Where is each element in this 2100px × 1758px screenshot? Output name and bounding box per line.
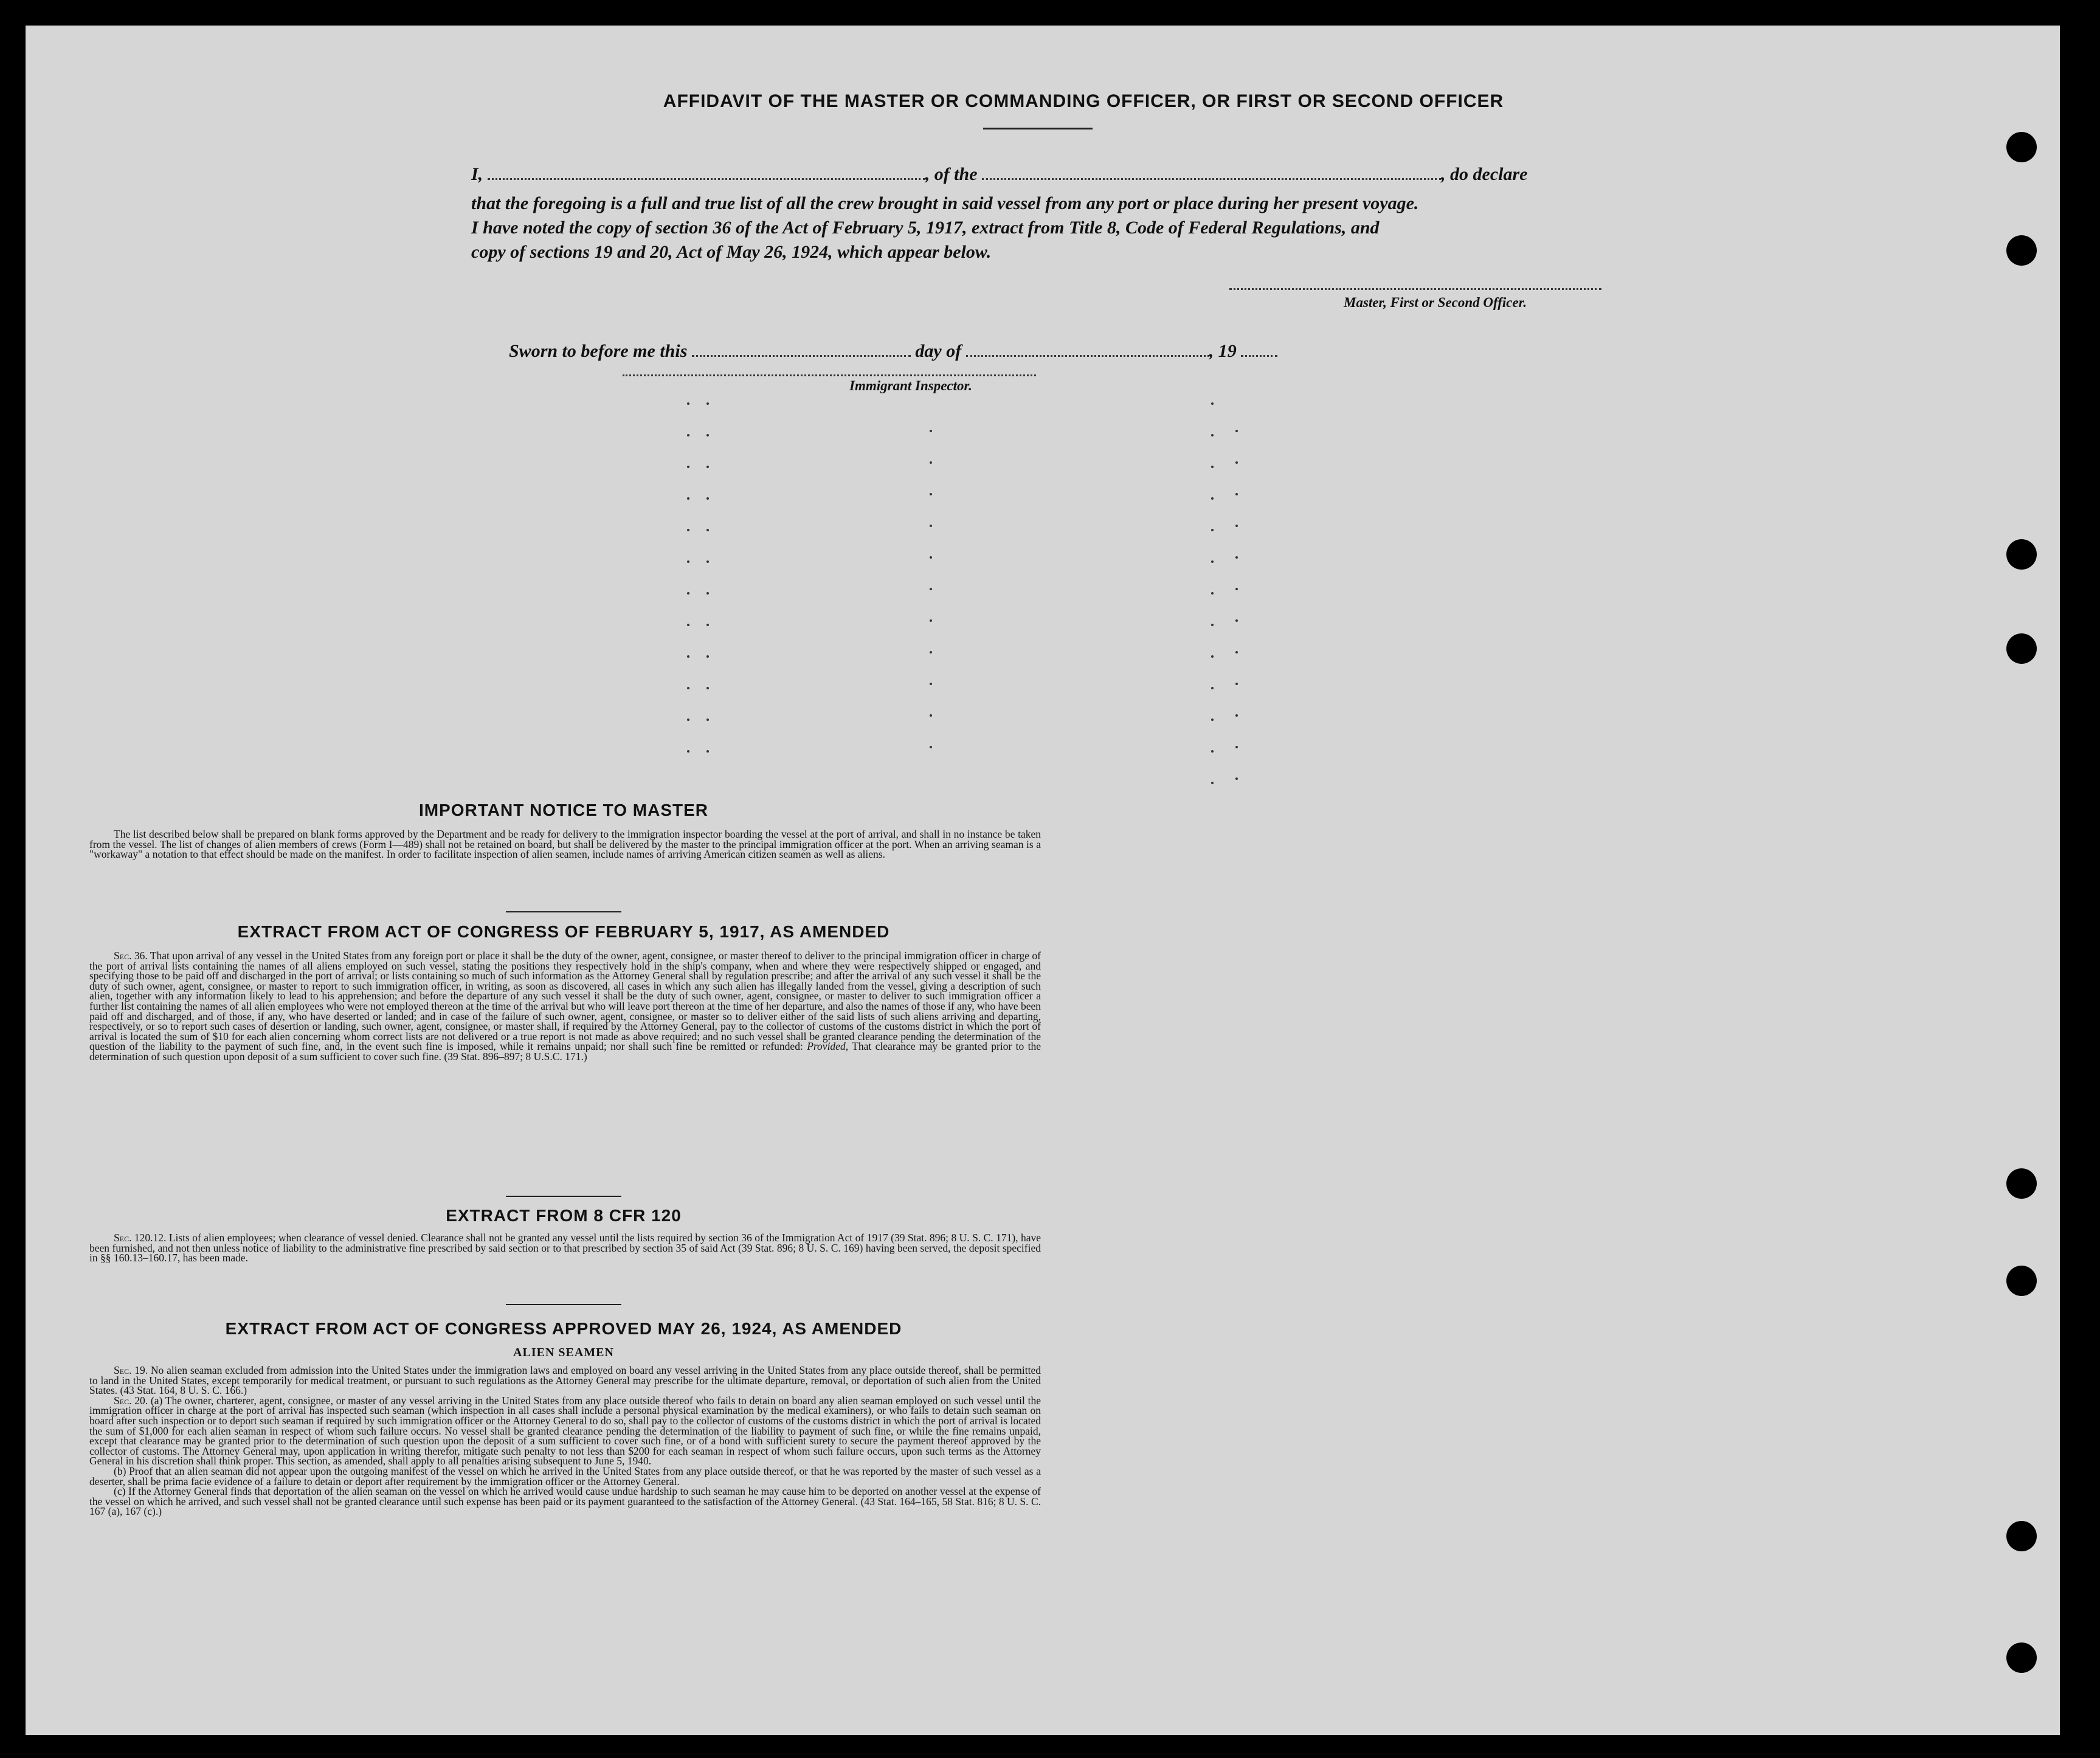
sec-36-label: Sec. 36.: [114, 950, 148, 962]
sec-120-label: Sec. 120.12.: [114, 1232, 167, 1244]
dot-mark: [706, 687, 709, 689]
dot-mark: [1211, 750, 1214, 753]
dot-mark: [1211, 402, 1214, 405]
dot-mark: [930, 556, 932, 559]
sec-120-paragraph: [89, 1233, 1041, 1263]
sworn-prefix: Sworn to before me this: [509, 341, 688, 361]
dot-mark: [706, 402, 709, 405]
provided-word: Provided,: [807, 1040, 849, 1053]
dot-mark: [706, 655, 709, 658]
extract-cfr-body: [89, 1233, 1041, 1263]
dot-mark: [1235, 430, 1238, 432]
extract-1924-body: [89, 1365, 1041, 1517]
binder-hole: [2006, 539, 2037, 570]
sec-20-label: Sec. 20.: [114, 1394, 148, 1407]
sworn-year-field[interactable]: [1241, 340, 1277, 357]
sec-36-paragraph: [89, 951, 1041, 1062]
affidavit-i: I,: [471, 164, 483, 184]
sec-20a-text: (a) The owner, charterer, agent, consignee, or master of any vessel arriving in the United States from any place outside thereof who fails to detain on board any alien seaman employed on such vessel until the immigration officer in charge at the port of arrival has inspected such seaman (which inspection in all cases shall include a personal physical examination by the medical examiners), or who fails to detain such seaman on board after such inspection or to deport such seaman if required by such immigration officer or the Attorney General to do so, shall pay to the collector of customs of the customs district in which the port of arrival is located the sum of $1,000 for each alien seaman in respect of whom such failure occurs. No vessel shall be granted clearance pending the determination of the liability to payment of such fine, or while the fine remains unpaid, except that clearance may be granted prior to the determination of such question upon the deposit of a sum sufficient to cover such fine, or of a bond with sufficient surety to secure the payment thereof approved by the collector of customs. The Attorney General may, upon application in writing therefor, mitigate such penalty to not less than $200 for each seaman in respect of whom such failure occurs, upon such terms as the Attorney General in his discretion shall think proper. This section, as amended, shall apply to all penalties arising subsequent to June 5, 1940.: [89, 1394, 1041, 1467]
dot-mark: [1211, 466, 1214, 468]
affidavit-line-4: copy of sections 19 and 20, Act of May 26, 1924, which appear below.: [471, 242, 992, 262]
dot-mark: [930, 430, 932, 432]
dot-mark: [1235, 525, 1238, 527]
dot-mark: [706, 719, 709, 721]
dot-mark: [1211, 560, 1214, 563]
dot-mark: [687, 592, 689, 595]
dot-mark: [687, 624, 689, 626]
dot-mark: [1211, 719, 1214, 721]
dot-mark: [687, 466, 689, 468]
alien-seamen-subtitle: ALIEN SEAMEN: [513, 1346, 614, 1359]
dot-mark: [687, 655, 689, 658]
dot-mark: [1235, 588, 1238, 590]
title-underline: [983, 128, 1093, 129]
dot-mark: [1235, 746, 1238, 748]
binder-hole: [2006, 1521, 2037, 1551]
sec-19-text: No alien seaman excluded from admission into the United States under the immigration laws and employed on board any vessel arriving in the United States from any place outside thereof, shall be permitted to land in the United States, except temporarily for medical treatment, or pursuant to such regulations as the Attorney General may prescribe for the ultimate departure, removal, or deportation of such alien from the United States. (43 Stat. 164, 8 U. S. C. 166.): [89, 1364, 1041, 1397]
binder-hole: [2006, 1643, 2037, 1673]
dot-mark: [930, 461, 932, 464]
dot-mark: [1235, 461, 1238, 464]
dot-mark: [706, 560, 709, 563]
sec-19-label: Sec. 19.: [114, 1364, 148, 1376]
dot-mark: [1211, 434, 1214, 436]
extract-1917-body: [89, 951, 1041, 1062]
vessel-name-field[interactable]: [982, 164, 1441, 180]
notice-body: [89, 829, 1041, 860]
dot-mark: [930, 619, 932, 622]
dot-mark: [1211, 529, 1214, 531]
dot-mark: [706, 434, 709, 436]
dot-mark: [687, 497, 689, 500]
affidavit-line-3: I have noted the copy of section 36 of the Act of February 5, 1917, extract from Title 8, Code of Federal Regulations, and: [471, 218, 1380, 238]
dot-mark: [1211, 655, 1214, 658]
extract-cfr-title: EXTRACT FROM 8 CFR 120: [446, 1206, 682, 1225]
binder-hole: [2006, 1168, 2037, 1199]
sec-20c-paragraph: (c) If the Attorney General finds that deportation of the alien seaman on the vessel on which he arrived would cause undue hardship to such seaman he may cause him to be deported on another vessel at the expense of the vessel on which he arrived, and such vessel shall not be granted clearance until such expense has been paid or its payment guaranteed to the satisfaction of the Attorney General. (43 Stat. 164–165, 58 Stat. 816; 8 U. S. C. 167 (a), 167 (c).): [89, 1485, 1041, 1518]
dot-mark: [706, 592, 709, 595]
affidavit-do-declare: , do declare: [1441, 164, 1528, 184]
affidavit-title: AFFIDAVIT OF THE MASTER OR COMMANDING OFFICER, OR FIRST OR SECOND OFFICER: [663, 91, 1504, 111]
dot-mark: [930, 525, 932, 527]
dot-mark: [687, 687, 689, 689]
dot-mark: [1235, 777, 1238, 780]
master-caption: Master, First or Second Officer.: [1344, 295, 1527, 310]
binder-hole: [2006, 235, 2037, 266]
sec-36-text-end: That clearance may be granted prior to the determination of such question upon deposit of a sum sufficient to cover such fine. (39 Stat. 896–897; 8 U.S.C. 171.): [89, 1040, 1041, 1063]
dot-mark: [706, 750, 709, 753]
dot-mark: [706, 466, 709, 468]
dot-mark: [687, 434, 689, 436]
dot-mark: [1235, 683, 1238, 685]
dot-mark: [1211, 624, 1214, 626]
inspector-signature-line[interactable]: [623, 374, 1036, 376]
dot-mark: [687, 560, 689, 563]
affidavit-text: [471, 157, 1626, 264]
dot-mark: [1235, 651, 1238, 653]
sworn-line: [509, 340, 1277, 362]
dot-mark: [930, 651, 932, 653]
sworn-day-of: day of: [915, 341, 962, 361]
dot-mark: [706, 529, 709, 531]
dot-mark: [687, 529, 689, 531]
binder-hole: [2006, 633, 2037, 664]
dot-mark: [930, 746, 932, 748]
master-signature-line[interactable]: [1229, 288, 1601, 290]
sec-19-paragraph: [89, 1365, 1041, 1396]
dot-mark: [930, 588, 932, 590]
section-divider: [506, 1196, 621, 1197]
sec-20a-paragraph: [89, 1396, 1041, 1466]
affidavit-line-1: [471, 157, 1626, 192]
dot-mark: [930, 493, 932, 495]
dot-mark: [687, 402, 689, 405]
dot-mark: [687, 719, 689, 721]
affidavit-line-2: that the foregoing is a full and true list of all the crew brought in said vessel from any port or place during her present voyage.: [471, 193, 1419, 213]
dot-mark: [1211, 497, 1214, 500]
section-divider: [506, 1304, 621, 1305]
sec-36-text: That upon arrival of any vessel in the United States from any foreign port or place it shall be the duty of the owner, agent, consignee, or master thereof to deliver to the principal immigration officer in charge of the port of arrival lists containing the names of all aliens employed on such vessel, stating the positions they respectively hold in the ship's company, when and where they were respectively shipped or engaged, and specifying those to be paid off and discharged in the port of arrival; or lists containing so much of such information as the Attorney General shall by regulation prescribe; and after the arrival of any such vessel it shall be the duty of such owner, agent, consignee, or master to report to such immigration officer, in writing, as soon as discovered, all cases in which any such alien has illegally landed from the vessel, giving a description of such alien, together with any information likely to lead to his apprehension; and before the departure of any such vessel it shall be the duty of such owner, agent, consignee, or master to deliver to such immigration officer a further list containing the names of all alien employees who were not employed thereon at the time of the arrival but who will leave port thereon at the time of her departure, and also the names of those if any, who have been paid off and discharged, and of those, if any, who have deserted or landed; and in case of the failure of such owner, agent, consignee, or master so to deliver either of the said lists of such aliens arriving and departing, respectively, or so to report such cases of desertion or landing, such owner, agent, consignee, or master shall, if required by the Attorney General, pay to the collector of customs of the customs district in which the port of arrival is located the sum of $10 for each alien concerning whom correct lists are not delivered or a true report is not made as above required; and no such vessel shall be granted clearance pending the determination of the question of the liability to the payment of such fine, and, in the event such fine is imposed, while it remains unpaid; nor shall such fine be remitted or refunded:: [89, 950, 1041, 1053]
dot-mark: [1235, 619, 1238, 622]
dot-mark: [1211, 687, 1214, 689]
dot-mark: [1235, 714, 1238, 717]
dot-mark: [687, 750, 689, 753]
sec-120-text: Lists of alien employees; when clearance of vessel denied. Clearance shall not be granted any vessel until the lists required by section 36 of the Immigration Act of 1917 (39 Stat. 896; 8 U. S. C. 171), have been furnished, and not then unless notice of liability to the administrative fine prescribed by said section or to that prescribed by section 35 of said Act (39 Stat. 896; 8 U. S. C. 169) having been served, the deposit specified in §§ 160.13–160.17, has been made.: [89, 1232, 1041, 1264]
extract-1924-title: EXTRACT FROM ACT OF CONGRESS APPROVED MAY 26, 1924, AS AMENDED: [225, 1319, 902, 1338]
notice-paragraph: The list described below shall be prepared on blank forms approved by the Department and be ready for delivery to the immigration inspector boarding the vessel at the port of arrival, and shall in no instance be taken from the vessel. The list of changes of alien members of crews (Form I—489) shall not be retained on board, but shall be delivered by the master to the principal immigration officer at the port. When an arriving seaman is a "workaway" a notation to that effect should be made on the manifest. In order to facilitate inspection of alien seamen, include names of arriving American citizen seamen as well as aliens.: [89, 828, 1041, 861]
sworn-day-field[interactable]: [692, 340, 911, 357]
dot-mark: [930, 714, 932, 717]
dot-mark: [1211, 782, 1214, 784]
sworn-year: , 19: [1209, 341, 1237, 361]
binder-hole: [2006, 1266, 2037, 1296]
inspector-caption: Immigrant Inspector.: [849, 378, 972, 393]
binder-hole: [2006, 132, 2037, 162]
section-divider: [506, 911, 621, 912]
dot-mark: [706, 497, 709, 500]
affidavit-of-the: , of the: [925, 164, 978, 184]
dot-mark: [1211, 592, 1214, 595]
dot-mark: [1235, 493, 1238, 495]
extract-1917-title: EXTRACT FROM ACT OF CONGRESS OF FEBRUARY 5, 1917, AS AMENDED: [237, 922, 890, 941]
sec-20b-paragraph: (b) Proof that an alien seaman did not appear upon the outgoing manifest of the vessel on which he arrived in the United States from any place outside thereof, or that he was reported by the master of such vessel as a deserter, shall be prima facie evidence of a failure to detain or deport after requirement by the immigration officer or the Attorney General.: [89, 1464, 1041, 1487]
document-page: [26, 26, 2060, 1735]
notice-title: IMPORTANT NOTICE TO MASTER: [418, 801, 709, 819]
name-field[interactable]: [488, 164, 925, 180]
dot-mark: [1235, 556, 1238, 559]
dot-mark: [706, 624, 709, 626]
dot-mark: [930, 683, 932, 685]
sworn-month-field[interactable]: [966, 340, 1209, 357]
